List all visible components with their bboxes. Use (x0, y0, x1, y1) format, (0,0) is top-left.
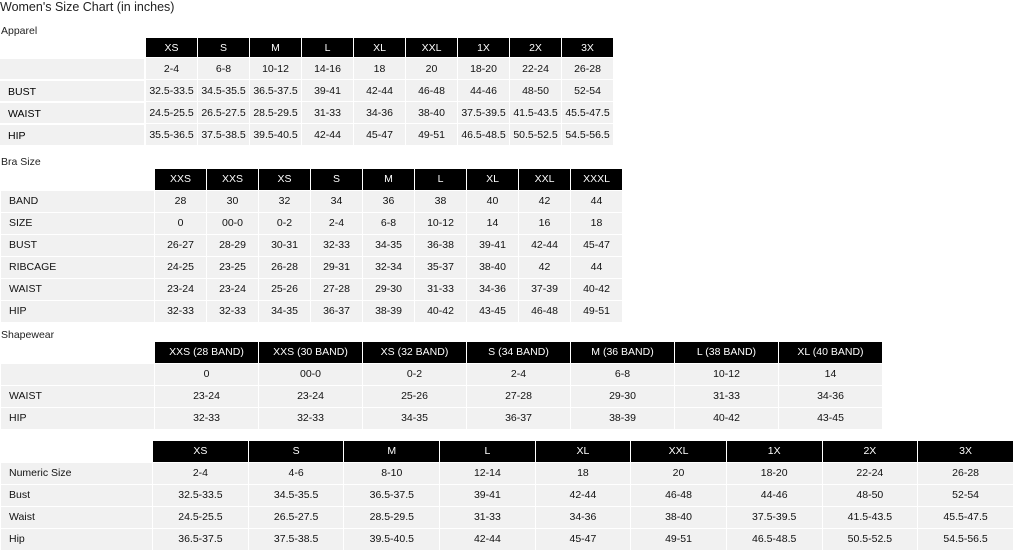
table-cell: 39-41 (440, 484, 536, 506)
table-cell: 42 (519, 256, 571, 278)
table-cell: 24-25 (155, 256, 207, 278)
table-cell: 22-24 (822, 462, 918, 484)
apparel-header-1x: 1X (458, 38, 510, 58)
table-cell: 29-31 (311, 256, 363, 278)
table-cell: 32 (259, 190, 311, 212)
table-cell: 36.5-37.5 (153, 528, 249, 550)
table-cell: 49-51 (571, 300, 623, 322)
table-cell: 23-24 (155, 278, 207, 300)
table-cell: 38-39 (363, 300, 415, 322)
table-row (1, 385, 883, 407)
bra-header-xxxl: XXXL (571, 169, 623, 191)
table-cell: 39.5-40.5 (344, 528, 440, 550)
table-cell: 26-28 (259, 256, 311, 278)
row-label: HIP (0, 124, 144, 146)
table-row (1, 363, 883, 385)
numeric-header-xxl: XXL (631, 441, 727, 463)
row-label: RIBCAGE (1, 256, 155, 278)
table-cell: 18-20 (726, 462, 822, 484)
table-row (146, 80, 614, 102)
table-cell: 34-36 (535, 506, 631, 528)
apparel-header-xxl: XXL (406, 38, 458, 58)
table-row (1, 234, 623, 256)
table-cell: 39-41 (467, 234, 519, 256)
table-cell: 0-2 (259, 212, 311, 234)
table-cell: 2-4 (311, 212, 363, 234)
table-cell: 20 (631, 462, 727, 484)
row-label: BUST (1, 234, 155, 256)
shapewear-section-label: Shapewear (1, 329, 55, 341)
numeric-header-2x: 2X (822, 441, 918, 463)
apparel-header-s: S (198, 38, 250, 58)
table-row (1, 462, 1014, 484)
table-cell: 34.5-35.5 (198, 80, 250, 102)
table-cell: 24.5-25.5 (146, 102, 198, 124)
apparel-header-l: L (302, 38, 354, 58)
table-cell: 31-33 (415, 278, 467, 300)
table-cell: 39.5-40.5 (250, 124, 302, 146)
table-cell: 34-35 (363, 407, 467, 429)
table-cell: 40 (467, 190, 519, 212)
table-cell: 27-28 (467, 385, 571, 407)
shapewear-section (0, 329, 1014, 430)
bra-header-l: L (415, 169, 467, 191)
numeric-corner (1, 441, 153, 463)
table-cell: 18 (354, 58, 406, 80)
apparel-header-row (146, 38, 614, 58)
table-cell: 14-16 (302, 58, 354, 80)
row-label: BUST (0, 80, 144, 102)
bra-header-xxl: XXL (519, 169, 571, 191)
table-cell: 2-4 (146, 58, 198, 80)
numeric-header-xs: XS (153, 441, 249, 463)
table-cell: 12-14 (440, 462, 536, 484)
table-cell: 25-26 (259, 278, 311, 300)
table-cell: 28.5-29.5 (344, 506, 440, 528)
table-cell: 46.5-48.5 (458, 124, 510, 146)
table-cell: 52-54 (918, 484, 1014, 506)
table-cell: 10-12 (415, 212, 467, 234)
table-cell: 35.5-36.5 (146, 124, 198, 146)
table-cell: 40-42 (415, 300, 467, 322)
row-label: HIP (1, 300, 155, 322)
table-cell: 54.5-56.5 (918, 528, 1014, 550)
shapewear-header-xxs-28: XXS (28 BAND) (155, 342, 259, 364)
table-cell: 34-35 (363, 234, 415, 256)
table-cell: 36-37 (311, 300, 363, 322)
bra-header-s: S (311, 169, 363, 191)
shapewear-header-xs-32: XS (32 BAND) (363, 342, 467, 364)
apparel-header-xl: XL (354, 38, 406, 58)
table-cell: 37.5-38.5 (248, 528, 344, 550)
shapewear-header-xxs-30: XXS (30 BAND) (259, 342, 363, 364)
table-cell: 38-40 (631, 506, 727, 528)
table-cell: 54.5-56.5 (562, 124, 614, 146)
table-cell: 36.5-37.5 (250, 80, 302, 102)
numeric-table (0, 440, 1014, 551)
shapewear-header-s-34: S (34 BAND) (467, 342, 571, 364)
row-label (0, 58, 144, 80)
table-cell: 45-47 (535, 528, 631, 550)
numeric-header-m: M (344, 441, 440, 463)
table-cell: 10-12 (250, 58, 302, 80)
apparel-table (145, 37, 614, 146)
bra-corner (1, 169, 155, 191)
table-cell: 34-36 (779, 385, 883, 407)
table-cell: 46.5-48.5 (726, 528, 822, 550)
bra-section (0, 156, 1014, 323)
row-label (1, 363, 155, 385)
table-cell: 44-46 (458, 80, 510, 102)
table-cell: 34-35 (259, 300, 311, 322)
table-cell: 32-34 (363, 256, 415, 278)
table-cell: 34.5-35.5 (248, 484, 344, 506)
table-cell: 0-2 (363, 363, 467, 385)
table-cell: 48-50 (822, 484, 918, 506)
table-cell: 36 (363, 190, 415, 212)
table-cell: 50.5-52.5 (510, 124, 562, 146)
table-cell: 42-44 (302, 124, 354, 146)
row-label: WAIST (1, 385, 155, 407)
table-cell: 14 (467, 212, 519, 234)
table-row (146, 124, 614, 146)
table-cell: 22-24 (510, 58, 562, 80)
table-cell: 46-48 (406, 80, 458, 102)
table-cell: 29-30 (571, 385, 675, 407)
table-cell: 37-39 (519, 278, 571, 300)
table-cell: 0 (155, 363, 259, 385)
table-cell: 45-47 (571, 234, 623, 256)
table-cell: 00-0 (207, 212, 259, 234)
numeric-table-body (1, 462, 1014, 550)
table-cell: 36.5-37.5 (344, 484, 440, 506)
table-cell: 31-33 (675, 385, 779, 407)
bra-table-body (1, 190, 623, 322)
table-cell: 18 (535, 462, 631, 484)
table-cell: 26.5-27.5 (198, 102, 250, 124)
bra-header-m: M (363, 169, 415, 191)
shapewear-header-xl-40: XL (40 BAND) (779, 342, 883, 364)
table-cell: 45-47 (354, 124, 406, 146)
table-cell: 43-45 (467, 300, 519, 322)
table-cell: 46-48 (519, 300, 571, 322)
table-cell: 38 (415, 190, 467, 212)
table-cell: 4-6 (248, 462, 344, 484)
table-cell: 23-24 (259, 385, 363, 407)
table-cell: 41.5-43.5 (510, 102, 562, 124)
row-label: Bust (1, 484, 153, 506)
table-cell: 42-44 (354, 80, 406, 102)
table-cell: 46-48 (631, 484, 727, 506)
shapewear-header-row (1, 342, 883, 364)
table-cell: 8-10 (344, 462, 440, 484)
table-row (1, 212, 623, 234)
table-cell: 32-33 (155, 407, 259, 429)
table-cell: 45.5-47.5 (562, 102, 614, 124)
table-cell: 18 (571, 212, 623, 234)
apparel-table-body (146, 58, 614, 146)
table-cell: 44-46 (726, 484, 822, 506)
table-cell: 32-33 (311, 234, 363, 256)
table-cell: 6-8 (198, 58, 250, 80)
table-cell: 37.5-38.5 (198, 124, 250, 146)
numeric-header-l: L (440, 441, 536, 463)
numeric-header-row (1, 441, 1014, 463)
table-cell: 39-41 (302, 80, 354, 102)
table-cell: 6-8 (363, 212, 415, 234)
shapewear-header-m-36: M (36 BAND) (571, 342, 675, 364)
table-cell: 26-28 (918, 462, 1014, 484)
shapewear-table (0, 341, 883, 430)
apparel-section-label: Apparel (1, 25, 38, 37)
table-cell: 34-36 (354, 102, 406, 124)
page-title: Women's Size Chart (in inches) (0, 0, 175, 14)
table-row (1, 484, 1014, 506)
table-cell: 27-28 (311, 278, 363, 300)
numeric-section (0, 440, 1014, 551)
bra-header-xxs-30: XXS (207, 169, 259, 191)
shapewear-table-body (1, 363, 883, 429)
table-row (1, 506, 1014, 528)
table-cell: 2-4 (153, 462, 249, 484)
apparel-header-xs: XS (146, 38, 198, 58)
row-label: Hip (1, 528, 153, 550)
bra-table (0, 168, 623, 323)
table-cell: 00-0 (259, 363, 363, 385)
table-cell: 10-12 (675, 363, 779, 385)
table-cell: 34-36 (467, 278, 519, 300)
bra-header-row (1, 169, 623, 191)
table-cell: 32-33 (155, 300, 207, 322)
table-row (1, 190, 623, 212)
table-cell: 41.5-43.5 (822, 506, 918, 528)
apparel-header-2x: 2X (510, 38, 562, 58)
table-row (1, 256, 623, 278)
table-cell: 37.5-39.5 (458, 102, 510, 124)
table-cell: 42 (519, 190, 571, 212)
table-cell: 31-33 (440, 506, 536, 528)
table-cell: 43-45 (779, 407, 883, 429)
apparel-header-3x: 3X (562, 38, 614, 58)
table-cell: 26-27 (155, 234, 207, 256)
table-cell: 37.5-39.5 (726, 506, 822, 528)
table-cell: 26-28 (562, 58, 614, 80)
row-label: WAIST (1, 278, 155, 300)
table-cell: 32.5-33.5 (153, 484, 249, 506)
table-cell: 42-44 (535, 484, 631, 506)
table-cell: 49-51 (406, 124, 458, 146)
table-cell: 2-4 (467, 363, 571, 385)
bra-header-xl: XL (467, 169, 519, 191)
numeric-header-xl: XL (535, 441, 631, 463)
bra-table-head (1, 169, 623, 191)
table-cell: 20 (406, 58, 458, 80)
bra-header-xs: XS (259, 169, 311, 191)
table-cell: 40-42 (571, 278, 623, 300)
bra-header-xxs-28: XXS (155, 169, 207, 191)
row-label: SIZE (1, 212, 155, 234)
table-cell: 31-33 (302, 102, 354, 124)
table-cell: 16 (519, 212, 571, 234)
table-cell: 36-38 (415, 234, 467, 256)
table-row (1, 407, 883, 429)
table-cell: 29-30 (363, 278, 415, 300)
bra-section-label: Bra Size (1, 156, 41, 168)
table-cell: 45.5-47.5 (918, 506, 1014, 528)
table-cell: 0 (155, 212, 207, 234)
row-label: WAIST (0, 102, 144, 124)
table-cell: 32-33 (259, 407, 363, 429)
table-row (1, 300, 623, 322)
table-cell: 38-40 (406, 102, 458, 124)
table-cell: 35-37 (415, 256, 467, 278)
apparel-table-head (146, 38, 614, 58)
table-cell: 38-39 (571, 407, 675, 429)
table-cell: 30-31 (259, 234, 311, 256)
table-cell: 26.5-27.5 (248, 506, 344, 528)
table-cell: 23-25 (207, 256, 259, 278)
row-label: HIP (1, 407, 155, 429)
numeric-header-s: S (248, 441, 344, 463)
table-cell: 30 (207, 190, 259, 212)
apparel-section (0, 25, 1014, 146)
table-cell: 28-29 (207, 234, 259, 256)
shapewear-corner (1, 342, 155, 364)
shapewear-header-l-38: L (38 BAND) (675, 342, 779, 364)
shapewear-table-head (1, 342, 883, 364)
row-label: Numeric Size (1, 462, 153, 484)
numeric-header-3x: 3X (918, 441, 1014, 463)
table-cell: 34 (311, 190, 363, 212)
table-cell: 38-40 (467, 256, 519, 278)
table-cell: 14 (779, 363, 883, 385)
table-cell: 28.5-29.5 (250, 102, 302, 124)
table-cell: 36-37 (467, 407, 571, 429)
table-row (1, 278, 623, 300)
table-cell: 18-20 (458, 58, 510, 80)
table-row (146, 58, 614, 80)
table-cell: 44 (571, 256, 623, 278)
apparel-header-m: M (250, 38, 302, 58)
table-cell: 50.5-52.5 (822, 528, 918, 550)
table-cell: 44 (571, 190, 623, 212)
row-label: Waist (1, 506, 153, 528)
table-cell: 32-33 (207, 300, 259, 322)
table-cell: 48-50 (510, 80, 562, 102)
table-cell: 24.5-25.5 (153, 506, 249, 528)
numeric-table-head (1, 441, 1014, 463)
table-cell: 42-44 (440, 528, 536, 550)
table-cell: 23-24 (155, 385, 259, 407)
table-row (146, 102, 614, 124)
table-cell: 42-44 (519, 234, 571, 256)
table-cell: 6-8 (571, 363, 675, 385)
table-cell: 28 (155, 190, 207, 212)
row-label: BAND (1, 190, 155, 212)
table-cell: 49-51 (631, 528, 727, 550)
table-cell: 32.5-33.5 (146, 80, 198, 102)
table-cell: 25-26 (363, 385, 467, 407)
table-cell: 23-24 (207, 278, 259, 300)
numeric-header-1x: 1X (726, 441, 822, 463)
table-cell: 40-42 (675, 407, 779, 429)
table-cell: 52-54 (562, 80, 614, 102)
